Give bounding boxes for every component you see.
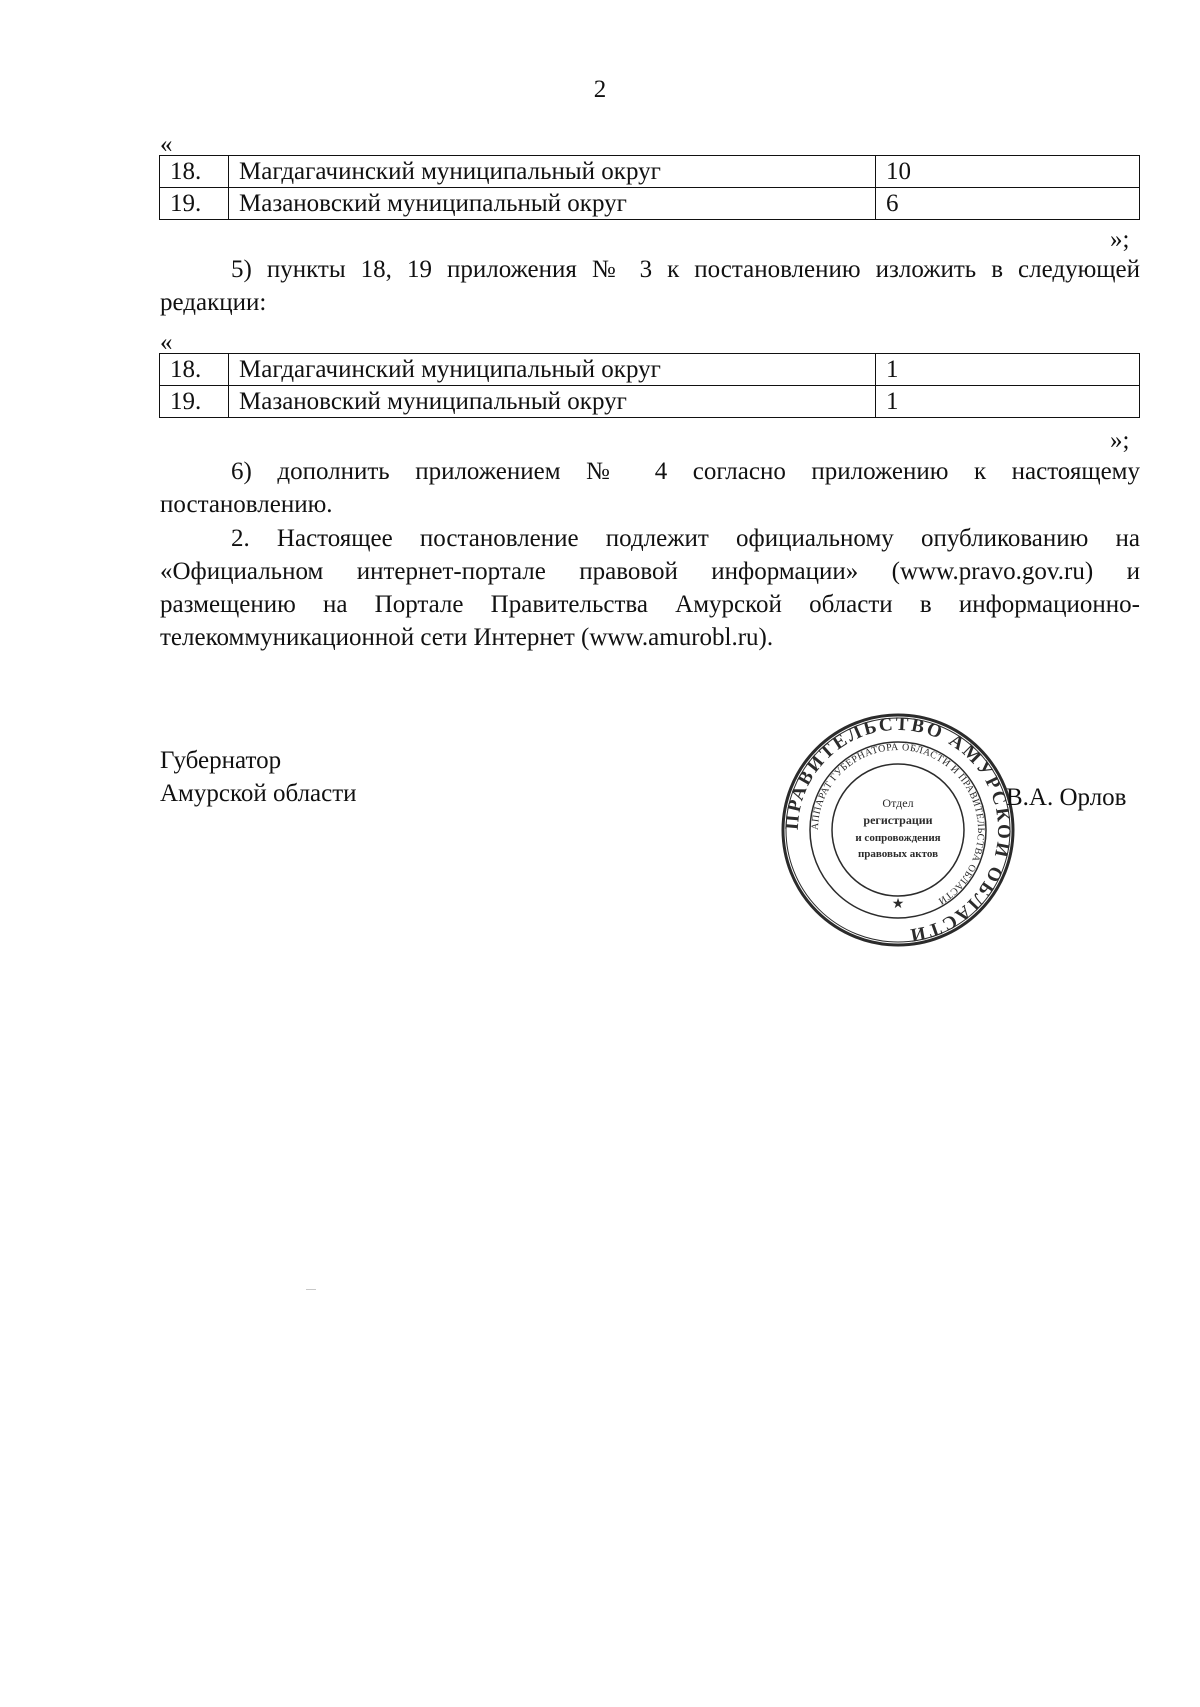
paragraph-item-6-text: 6) дополнить приложением № 4 согласно приложению к настоящему постановлению. (160, 458, 1140, 518)
row-number: 18. (160, 156, 229, 188)
seal-inner-ring (832, 764, 964, 896)
table-row (160, 354, 1140, 386)
row-value: 1 (876, 354, 1140, 386)
table1-close-quote: »; (1110, 226, 1130, 253)
table-row (160, 386, 1140, 418)
seal-outer-text: ПРАВИТЕЛЬСТВО АМУРСКОЙ ОБЛАСТИ (781, 713, 1015, 946)
table2-close-quote: »; (1110, 427, 1130, 454)
table2 (159, 353, 1140, 418)
svg-text:и сопровождения: и сопровождения (855, 832, 941, 844)
signatory-title-line1: Губернатор (160, 747, 282, 774)
paragraph-item-6 (160, 455, 1140, 521)
district-name: Мазановский муниципальный округ (229, 386, 876, 418)
svg-text:регистрации: регистрации (863, 813, 933, 827)
row-number: 19. (160, 188, 229, 220)
district-name: Магдагачинский муниципальный округ (229, 156, 876, 188)
seal-center-text (855, 796, 940, 860)
row-number: 19. (160, 386, 229, 418)
row-value: 10 (876, 156, 1140, 188)
signatory-name: В.А. Орлов (1006, 784, 1127, 811)
paragraph-section-2-text: 2. Настоящее постановление подлежит официальному опубликованию на «Официальном интернет-портале правовой информации» (www.pravo.gov.ru) и размещению на Портале Правительства Амурской области в информационно-телекоммуникационной сети Интернет (www.amurobl.ru). (160, 525, 1140, 651)
table2-open-quote: « (160, 329, 173, 356)
row-value: 6 (876, 188, 1140, 220)
table-row (160, 188, 1140, 220)
table1-open-quote: « (160, 131, 173, 158)
paragraph-item-5-text: 5) пункты 18, 19 приложения № 3 к постановлению изложить в следующей редакции: (160, 256, 1140, 316)
paragraph-section-2 (160, 522, 1140, 654)
row-number: 18. (160, 354, 229, 386)
table1 (159, 155, 1140, 220)
svg-text:Отдел: Отдел (882, 796, 914, 810)
table-row (160, 156, 1140, 188)
row-value: 1 (876, 386, 1140, 418)
seal-inner-text: АППАРАТ ГУБЕРНАТОРА ОБЛАСТИ И ПРАВИТЕЛЬСТВА ОБЛАСТИ (809, 741, 987, 907)
official-seal (778, 710, 1018, 950)
scan-artifact (306, 1289, 316, 1290)
signatory-title (160, 744, 357, 810)
svg-text:правовых актов: правовых актов (857, 848, 939, 860)
paragraph-item-5 (160, 253, 1140, 319)
seal-star-icon: ★ (891, 897, 905, 912)
district-name: Магдагачинский муниципальный округ (229, 354, 876, 386)
signatory-title-line2: Амурской области (160, 780, 357, 807)
district-name: Мазановский муниципальный округ (229, 188, 876, 220)
page-number: 2 (593, 76, 607, 103)
